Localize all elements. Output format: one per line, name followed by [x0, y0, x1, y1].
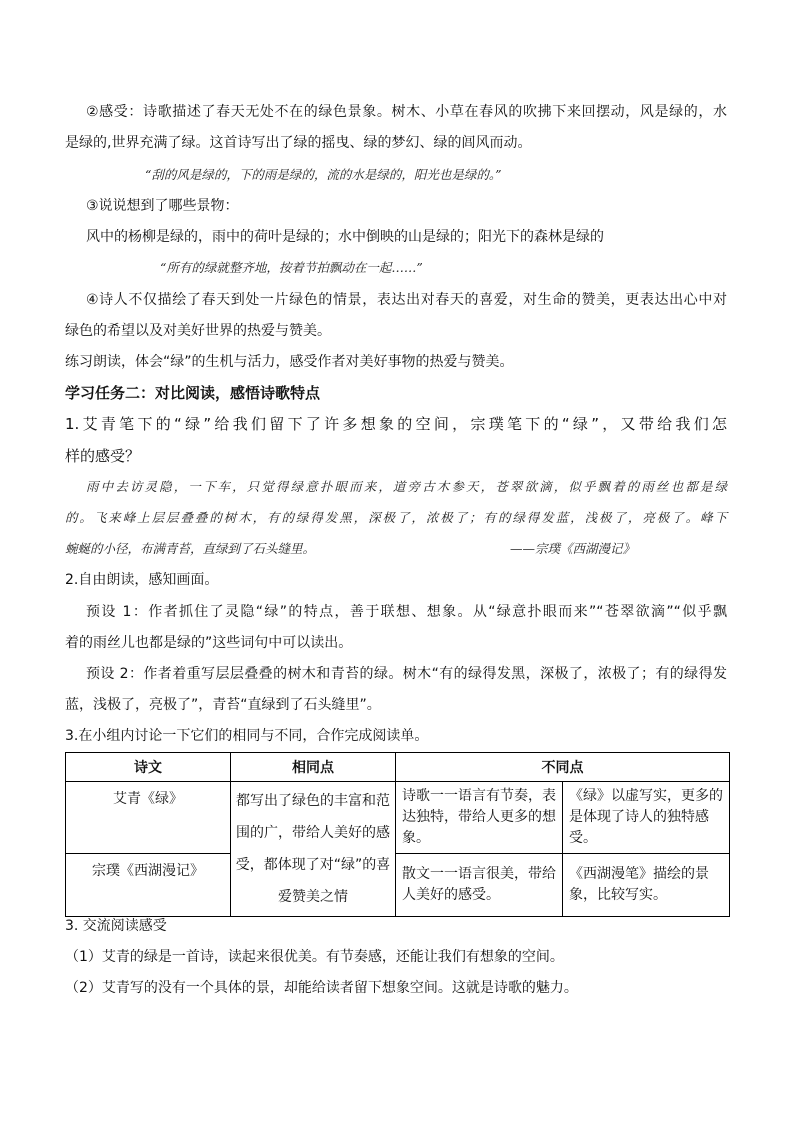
para-feeling-line1: ②感受：诗歌描述了春天无处不在的绿色景象。树木、小草在春风的吹拂下来回摆动，风是绿的，水 — [86, 104, 727, 120]
para-poet-line1: ④诗人不仅描绘了春天到处一片绿色的情景，表达出对春天的喜爱，对生命的赞美，更表达出心中对 — [86, 292, 727, 308]
header-same: 相同点 — [231, 753, 396, 782]
question-1-line1: 1.艾青笔下的“绿”给我们留下了许多想象的空间，宗璞笔下的“绿”，又带给我们怎 — [65, 415, 727, 433]
header-poem: 诗文 — [66, 753, 231, 782]
question-3: 3.在小组内讨论一下它们的相同与不同，合作完成阅读单。 — [65, 728, 429, 744]
excerpt-line1: 雨中去访灵隐，一下车，只觉得绿意扑眼而来，道旁古木参天，苍翠欲滴，似乎飘着的雨丝也都是绿 — [86, 479, 727, 494]
feedback-2: （2）艾青写的没有一个具体的景，却能给读者留下想象空间。这就是诗歌的魅力。 — [65, 980, 578, 996]
table-row — [66, 782, 730, 854]
table-row — [66, 854, 730, 917]
excerpt-line3: 蜿蜒的小径，布满青苔，直绿到了石头缝里。 — [65, 541, 316, 556]
preset-1-line1: 预设 1：作者抓住了灵隐“绿”的特点，善于联想、想象。从“绿意扑眼而来”“苍翠欲滴”“似乎飘 — [86, 604, 727, 620]
para-scenery-answer: 风中的杨柳是绿的，雨中的荷叶是绿的；水中倒映的山是绿的；阳光下的森林是绿的 — [86, 229, 604, 245]
question-2: 2.自由朗读，感知画面。 — [65, 572, 219, 588]
row1-diff1 — [396, 782, 563, 854]
row2-diff1 — [396, 854, 563, 917]
reading-table — [65, 752, 730, 917]
poem-quote-1: “刮的风是绿的，下的雨是绿的，流的水是绿的，阳光也是绿的。” — [145, 167, 502, 182]
header-diff: 不同点 — [396, 753, 730, 782]
preset-1-line2: 着的雨丝儿也都是绿的”这些词句中可以读出。 — [65, 635, 353, 651]
preset-2-line1: 预设 2：作者着重写层层叠叠的树木和青苔的绿。树木“有的绿得发黑，深极了，浓极了；有的绿得发 — [86, 666, 727, 682]
row1-title: 艾青《绿》 — [66, 782, 231, 854]
table-header-row — [66, 753, 730, 782]
row2-diff1-text: 散文一一语言很美，带给人美好的感受。 — [402, 866, 556, 903]
same-cell — [231, 782, 396, 917]
para-poet-line2: 绿色的希望以及对美好世界的热爱与赞美。 — [65, 323, 331, 339]
poem-quote-2: “所有的绿就整齐地，按着节拍飘动在一起……” — [160, 260, 423, 275]
row2-diff2-text: 《西湖漫笔》描绘的景象，比较写实。 — [569, 866, 709, 903]
row2-title: 宗璞《西湖漫记》 — [66, 854, 231, 917]
question-3b: 3. 交流阅读感受 — [65, 918, 167, 934]
row1-diff1-text: 诗歌一一语言有节奏，表达独特，带给人更多的想象。 — [402, 788, 556, 846]
excerpt-line2: 的。飞来峰上层层叠叠的树木，有的绿得发黑，深极了，浓极了；有的绿得发蓝，浅极了，亮极了。峰下 — [65, 510, 727, 525]
task2-heading: 学习任务二：对比阅读，感悟诗歌特点 — [65, 384, 321, 402]
same-text: 都写出了绿色的丰富和范围的广，带给人美好的感受，都体现了对“绿”的喜爱赞美之情 — [235, 793, 391, 905]
feedback-1: （1）艾青的绿是一首诗，读起来很优美。有节奏感，还能让我们有想象的空间。 — [65, 949, 564, 965]
row1-diff2 — [563, 782, 730, 854]
row1-diff2-text: 《绿》以虚写实，更多的是体现了诗人的独特感受。 — [569, 788, 723, 846]
preset-2-line2: 蓝，浅极了，亮极了”，青苔“直绿到了石头缝里”。 — [65, 697, 381, 713]
row2-diff2 — [563, 854, 730, 917]
para-feeling-line2: 是绿的,世界充满了绿。这首诗写出了绿的摇曳、绿的梦幻、绿的闾风而动。 — [65, 135, 532, 151]
excerpt-source: ——宗璞《西湖漫记》 — [510, 541, 636, 556]
para-scenery-prompt: ③说说想到了哪些景物： — [86, 198, 239, 214]
para-practice: 练习朗读，体会“绿”的生机与活力，感受作者对美好事物的热爱与赞美。 — [65, 354, 514, 370]
question-1-line2: 样的感受？ — [65, 447, 141, 465]
